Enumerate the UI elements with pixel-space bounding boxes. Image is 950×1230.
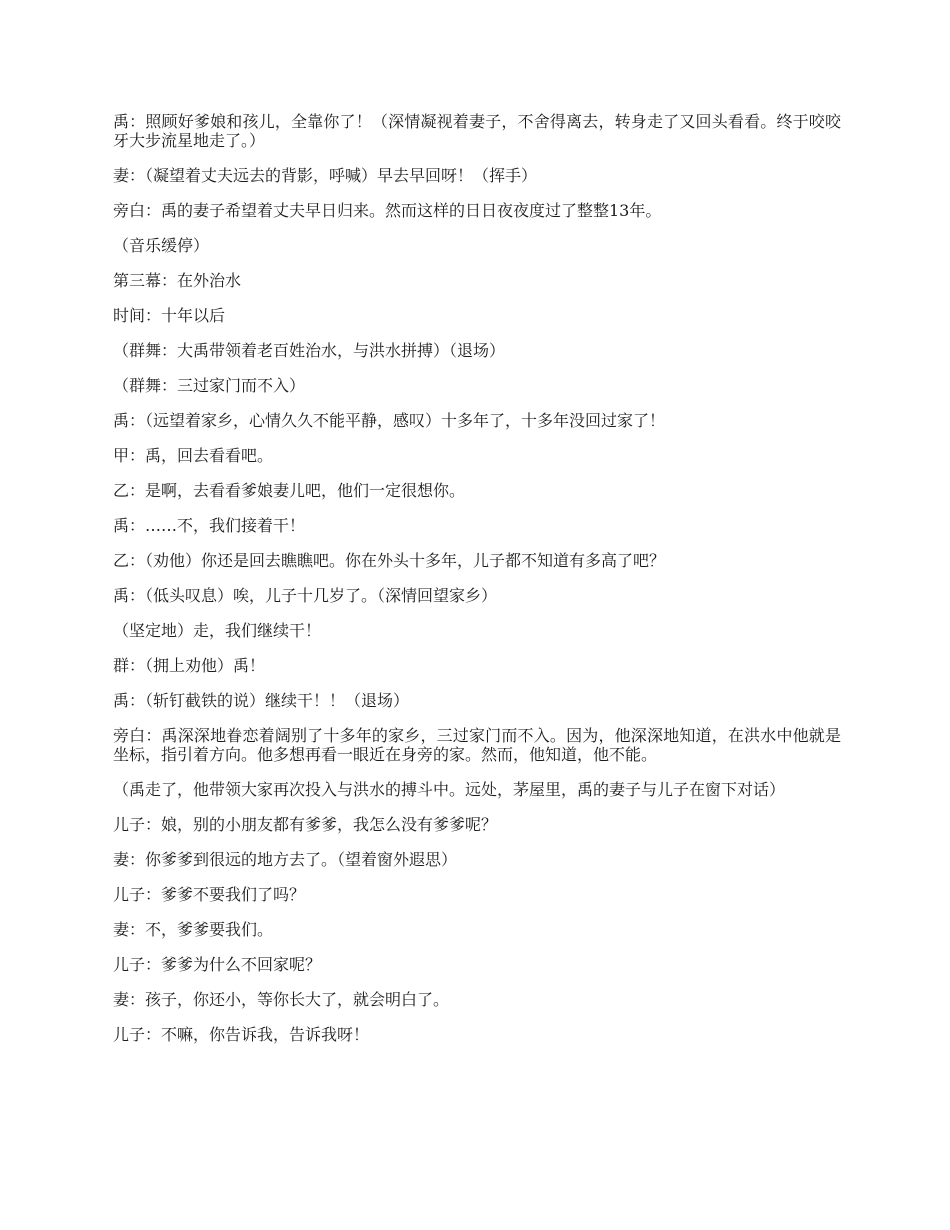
paragraph: 时间：十年以后 [113,306,226,325]
paragraph: 群：（拥上劝他）禹！ [113,656,266,675]
paragraph: 妻：（凝望着丈夫远去的背影，呼喊）早去早回呀！（挥手） [113,166,538,185]
paragraph: 旁白：禹的妻子希望着丈夫早日归来。然而这样的日日夜夜度过了整整13年。 [113,201,662,220]
paragraph: 禹：（远望着家乡，心情久久不能平静，感叹）十多年了，十多年没回过家了！ [113,411,666,430]
paragraph: （群舞：大禹带领着老百姓治水，与洪水拼搏）（退场） [113,341,506,360]
paragraph: 妻：不，爹爹要我们。 [113,920,274,939]
paragraph: 禹：……不，我们接着干！ [113,516,306,535]
paragraph: 旁白：禹深深地眷恋着阔别了十多年的家乡，三过家门而不入。因为，他深深地知道，在洪水中他就是坐标，指引着方向。他多想再看一眼近在身旁的家。然而，他知道，他不能。 [113,726,841,764]
paragraph: 禹：（低头叹息）唉，儿子十几岁了。（深情回望家乡） [113,586,498,605]
paragraph: 妻：你爹爹到很远的地方去了。（望着窗外遐思） [113,850,458,869]
act-heading: 第三幕：在外治水 [113,271,242,290]
paragraph: 乙：（劝他）你还是回去瞧瞧吧。你在外头十多年，儿子都不知道有多高了吧？ [113,551,666,570]
paragraph: 儿子：娘，别的小朋友都有爹爹，我怎么没有爹爹呢？ [113,815,498,834]
paragraph: （坚定地）走，我们继续干！ [113,621,322,640]
paragraph: （音乐缓停） [113,236,210,255]
paragraph: 禹：照顾好爹娘和孩儿，全靠你了！（深情凝视着妻子，不舍得离去，转身走了又回头看看。终于咬咬牙大步流星地走了。） [113,112,841,150]
paragraph: （群舞：三过家门而不入） [113,376,306,395]
paragraph: 妻：孩子，你还小，等你长大了，就会明白了。 [113,990,450,1009]
paragraph: 儿子：不嘛，你告诉我，告诉我呀！ [113,1025,370,1044]
paragraph: 儿子：爹爹为什么不回家呢？ [113,955,322,974]
paragraph: 儿子：爹爹不要我们了吗？ [113,885,306,904]
paragraph: （禹走了，他带领大家再次投入与洪水的搏斗中。远处，茅屋里，禹的妻子与儿子在窗下对话） [113,780,786,799]
document-body [113,112,841,1060]
paragraph: 禹：（斩钉截铁的说）继续干！！（退场） [113,691,410,710]
paragraph: 乙：是啊，去看看爹娘妻儿吧，他们一定很想你。 [113,481,466,500]
paragraph: 甲：禹，回去看看吧。 [113,446,274,465]
